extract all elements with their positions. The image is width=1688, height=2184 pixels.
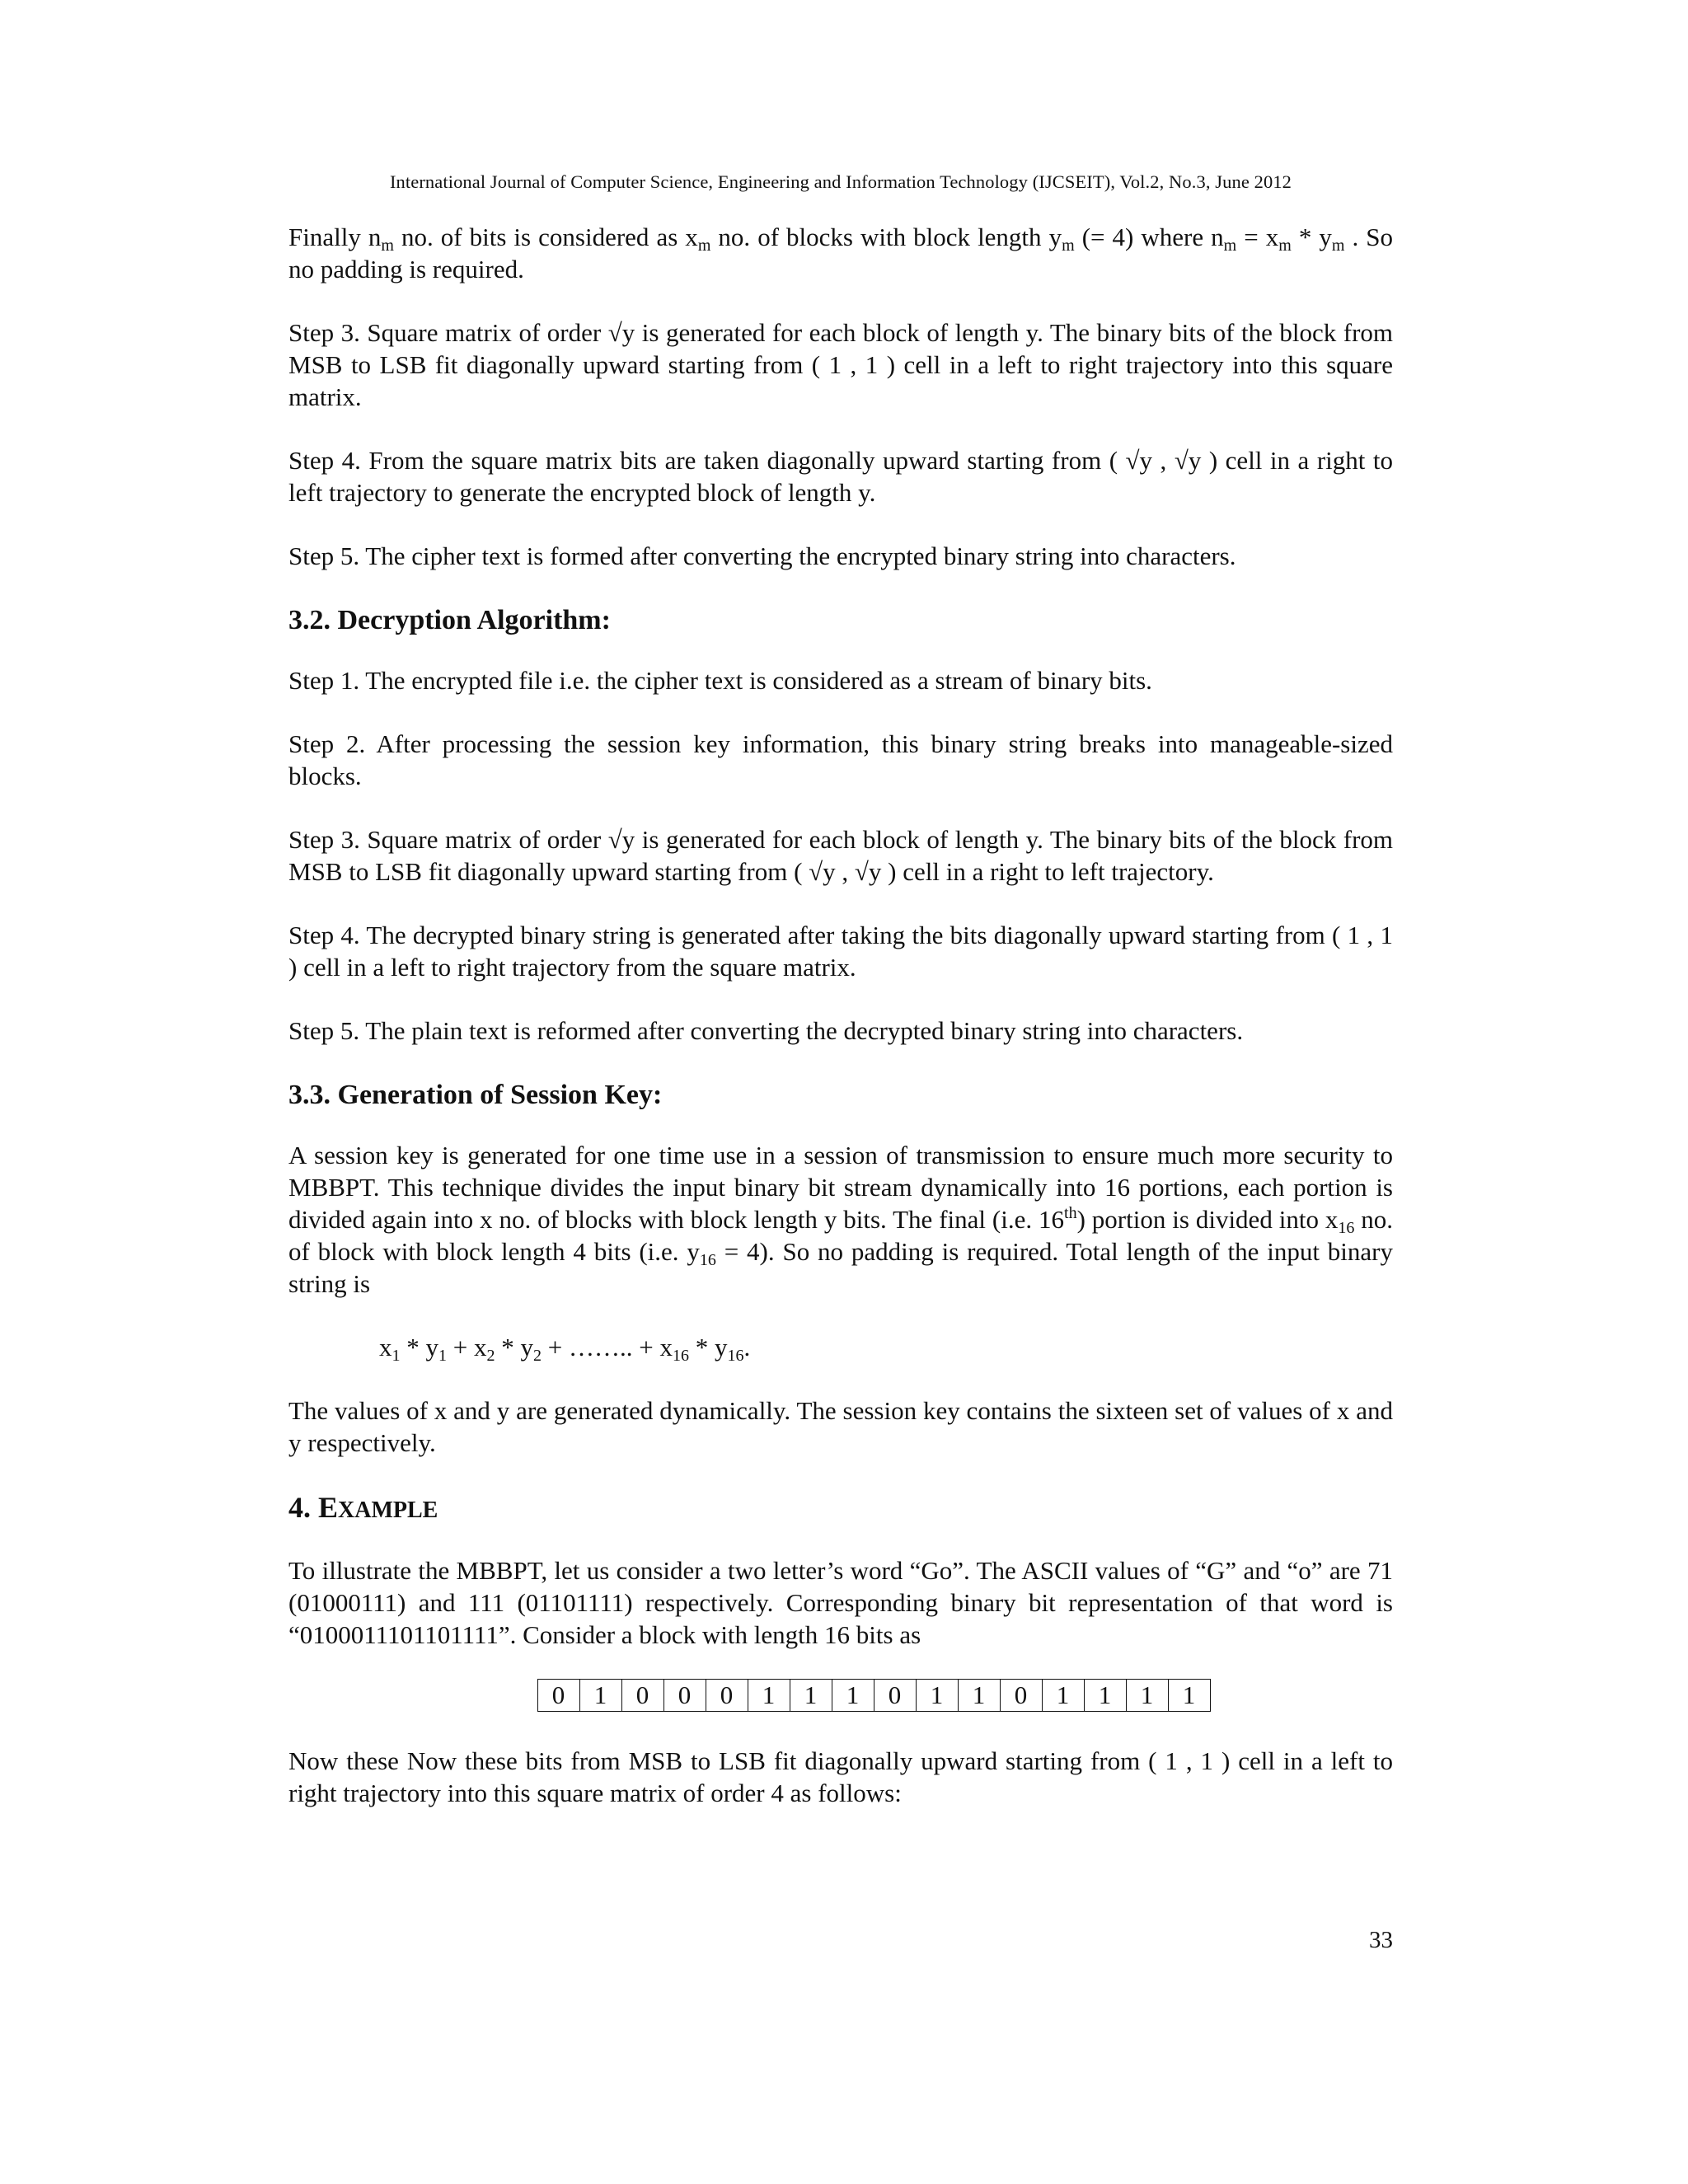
dec-step-4: Step 4. The decrypted binary string is generated after taking the bits diagonally upward starting from ( 1 , 1 ) cell in a left to right trajectory from the square matrix.: [288, 921, 1393, 982]
section-heading-session-key: 3.3. Generation of Session Key:: [288, 1080, 663, 1110]
bit-cell: 0: [1000, 1680, 1042, 1711]
example-paragraph-1: To illustrate the MBBPT, let us consider a two letter’s word “Go”. The ASCII values of “G” and “o” are 71 (01000111) and 111 (01101111) respectively. Corresponding binary bit representation of that word is “0100011101101111”. Consider a block with length 16 bits as: [288, 1556, 1393, 1649]
paper-page: [288, 0, 1393, 2184]
example-paragraph-2: Now these Now these bits from MSB to LSB fit diagonally upward starting from ( 1 , 1 ) cell in a left to right trajectory into this square matrix of order 4 as follows:: [288, 1746, 1393, 1807]
bit-cell: 1: [790, 1680, 832, 1711]
bit-cell: 1: [1126, 1680, 1168, 1711]
dec-step-1: Step 1. The encrypted file i.e. the cipher text is considered as a stream of binary bits.: [288, 666, 1152, 695]
enc-step-4: Step 4. From the square matrix bits are taken diagonally upward starting from ( √y , √y ) cell in a right to left trajectory to generate the encrypted block of length y.: [288, 446, 1393, 507]
intro-paragraph: Finally $n_m$ no. of bits is considered as $x_m$ no. of blocks with block length $y_m$ (= 4) where $n_m = x_m * y_m$ . So no padding is required.: [288, 223, 1394, 284]
bit-cell: 1: [1168, 1680, 1210, 1711]
bit-cell: 0: [706, 1680, 748, 1711]
bit-cell: 0: [621, 1680, 663, 1711]
bit-cell: 1: [579, 1680, 621, 1711]
section-heading-decryption: 3.2. Decryption Algorithm:: [288, 605, 611, 635]
bit-cell: 1: [958, 1680, 1000, 1711]
bit-cell: 0: [551, 1680, 565, 1709]
enc-step-3: Step 3. Square matrix of order √y is generated for each block of length y. The binary bits of the block from MSB to LSB fit diagonally upward starting from ( 1 , 1 ) cell in a left to right trajectory into this square matrix.: [288, 318, 1393, 411]
bit-cell: 0: [663, 1680, 706, 1711]
session-paragraph-1: A session key is generated for one time use in a session of transmission to ensure much more security to MBBPT. This technique divides the input binary bit stream dynamically into 16 portions, each portion is divided again into x no. of blocks with block length y bits. The final (i.e. 16th) portion is divided into $x_{16}$ no. of block with block length 4 bits (i.e. $y_{16} = 4$). So no padding is required. Total length of the input binary string is: [288, 1141, 1394, 1298]
session-paragraph-2: The values of x and y are generated dynamically. The session key contains the sixteen set of values of x and y respectively.: [288, 1396, 1393, 1457]
bit-cell: 1: [748, 1680, 790, 1711]
page-number: 33: [1369, 1927, 1393, 1953]
bit-cell: 1: [832, 1680, 874, 1711]
bit-block-table: [537, 1679, 1211, 1712]
bit-block-wrapper: [288, 1679, 1393, 1712]
body-text: [288, 221, 1393, 1840]
running-header: International Journal of Computer Science, Engineering and Information Technology (IJCSEIT), Vol.2, No.3, June 2012: [389, 171, 1292, 192]
dec-step-5: Step 5. The plain text is reformed after converting the decrypted binary string into characters.: [288, 1016, 1244, 1045]
bit-cell: 1: [1084, 1680, 1126, 1711]
dec-step-2: Step 2. After processing the session key information, this binary string breaks into manageable-sized blocks.: [288, 729, 1393, 790]
enc-step-5: Step 5. The cipher text is formed after converting the encrypted binary string into characters.: [288, 541, 1236, 570]
bit-cell: 1: [916, 1680, 958, 1711]
length-formula: $x_1 * y_1 + x_2 * y_2$ + …….. + $x_{16} * y_{16}$.: [379, 1333, 751, 1365]
section-heading-example: 4. EXAMPLE: [288, 1491, 438, 1524]
bit-cell: 0: [874, 1680, 916, 1711]
dec-step-3: Step 3. Square matrix of order √y is generated for each block of length y. The binary bits of the block from MSB to LSB fit diagonally upward starting from ( √y , √y ) cell in a right to left trajectory.: [288, 825, 1393, 886]
bit-cell: 1: [1042, 1680, 1084, 1711]
